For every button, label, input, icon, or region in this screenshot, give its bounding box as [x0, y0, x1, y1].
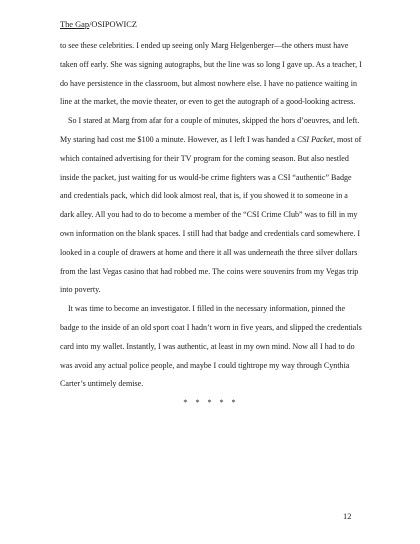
- paragraph-1: to see these celebrities. I ended up seeing only Marg Helgenberger—the others must have taken off early. She was signing autographs, but the line was so long I gave up. As a teacher, I do have persistence in the classroom, but almost nowhere else. I have no patience waiting in line at the market, the movie theater, or even to get the autograph of a good-looking actress.: [60, 41, 362, 107]
- paragraph-2-part-a: So I stared at Marg from afar for a couple of minutes, skipped the hors d’oeuvres, and left. My staring had cost me $100 a minute. However, as I left I was handed a: [60, 116, 360, 144]
- paragraph-2: [60, 112, 362, 300]
- header-slash: /: [89, 20, 92, 29]
- scene-break: * * * * *: [183, 398, 239, 408]
- header-author: OSIPOWICZ: [91, 20, 138, 29]
- body-text: [60, 37, 362, 413]
- paragraph-3: It was time to become an investigator. I filled in the necessary information, pinned the badge to the inside of an old sport coat I hadn’t worn in five years, and slipped the credentials card into my wallet. Instantly, I was authentic, at least in my own mind. Now all I had to do was avoid any actual police people, and maybe I could tightrope my way through Cynthia Carter’s untimely demise.: [60, 304, 362, 389]
- header-title: The Gap: [60, 20, 90, 29]
- page-number: 12: [343, 512, 352, 521]
- paragraph-2-part-b: most of which contained advertising for their TV program for the coming season. But also nestled inside the packet, just waiting for us would-be crime fighters was a CSI “authentic” Badge and credentials pack, which did look almost real, that is, if you showed it to someone in a dark alley. All you had to do to become a member of the “CSI Crime Club” was to fill in my own information on the blank spaces. I still had that badge and credentials card somewhere. I looked in a couple of drawers at home and there it all was underneath the three silver dollars from the last Vegas casino that had robbed me. The coins were souvenirs from my Vegas trip into poverty.: [60, 134, 362, 295]
- paragraph-2-italic-title: CSI Packet,: [297, 134, 335, 144]
- running-header: [60, 20, 137, 30]
